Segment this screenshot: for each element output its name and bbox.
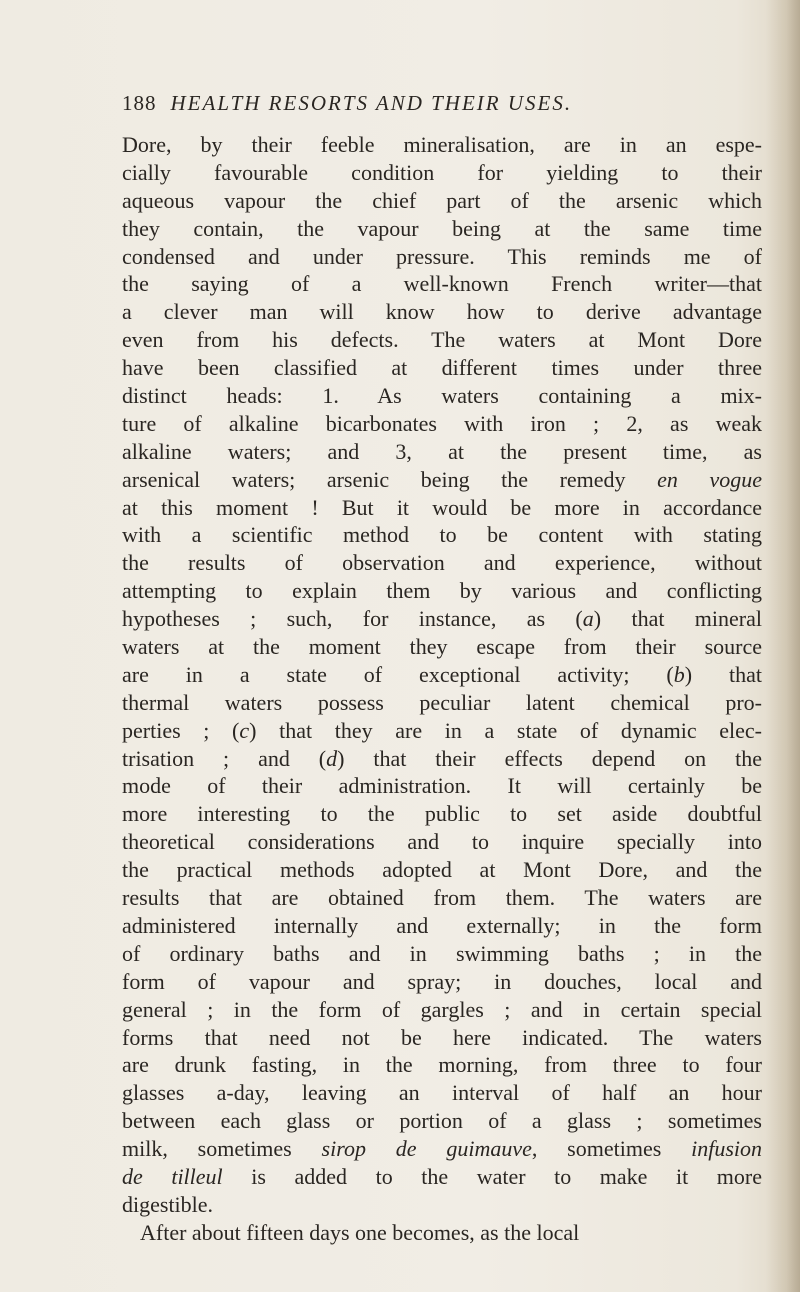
text-line: the practical methods adopted at Mont Dore, and the xyxy=(122,857,762,883)
text-line: are in a state of exceptional activity; (b) that xyxy=(122,661,762,687)
text-line: at this moment ! But it would be more in accordance xyxy=(122,494,762,520)
text-line: of ordinary baths and in swimming baths ; in the xyxy=(122,940,762,966)
text-line: even from his defects. The waters at Mont Dore xyxy=(122,327,762,353)
text-line: they contain, the vapour being at the same time xyxy=(122,215,762,241)
text-line: hypotheses ; such, for instance, as (a) that mineral xyxy=(122,606,762,632)
text-line: arsenical waters; arsenic being the remedy en vogue xyxy=(122,466,762,492)
text-line: are drunk fasting, in the morning, from three to four xyxy=(122,1052,762,1078)
text-line: perties ; (c) that they are in a state of dynamic elec- xyxy=(122,717,762,743)
text-line: more interesting to the public to set aside doubtful xyxy=(122,801,762,827)
text-line: ture of alkaline bicarbonates with iron ; 2, as weak xyxy=(122,410,762,436)
text-line: distinct heads: 1. As waters containing a mix- xyxy=(122,383,762,409)
text-line: digestible. xyxy=(122,1191,214,1217)
text-line: Dore, by their feeble mineralisation, are in an espe- xyxy=(122,132,762,157)
text-line: between each glass or portion of a glass ; sometimes xyxy=(122,1108,762,1134)
running-title: HEALTH RESORTS AND THEIR USES. xyxy=(170,91,573,115)
body-text xyxy=(122,131,762,1247)
text-line: attempting to explain them by various and conflicting xyxy=(122,578,762,604)
text-line: de tilleul is added to the water to make it more xyxy=(122,1163,762,1189)
text-line: waters at the moment they escape from their source xyxy=(122,634,762,660)
text-line: general ; in the form of gargles ; and in certain special xyxy=(122,996,762,1022)
text-line: alkaline waters; and 3, at the present time, as xyxy=(122,438,762,464)
text-line: theoretical considerations and to inquire specially into xyxy=(122,829,762,855)
text-line: trisation ; and (d) that their effects depend on the xyxy=(122,745,762,771)
page-edge-shadow xyxy=(766,0,800,1292)
text-line: condensed and under pressure. This reminds me of xyxy=(122,243,762,269)
text-line: aqueous vapour the chief part of the arsenic which xyxy=(122,187,762,213)
text-line: results that are obtained from them. The waters are xyxy=(122,885,762,911)
page-number: 188 xyxy=(122,91,157,115)
text-line: the saying of a well-known French writer—that xyxy=(122,271,762,297)
text-line: After about fifteen days one becomes, as the local xyxy=(140,1219,580,1245)
text-line: the results of observation and experience, without xyxy=(122,550,762,576)
text-line: glasses a-day, leaving an interval of half an hour xyxy=(122,1080,762,1106)
text-line: forms that need not be here indicated. The waters xyxy=(122,1024,762,1050)
running-head xyxy=(122,91,762,121)
text-line: milk, sometimes sirop de guimauve, sometimes infusion xyxy=(122,1136,762,1162)
text-line: with a scientific method to be content with stating xyxy=(122,522,762,548)
text-line: a clever man will know how to derive advantage xyxy=(122,299,762,325)
text-line: thermal waters possess peculiar latent chemical pro- xyxy=(122,689,762,715)
text-line: mode of their administration. It will certainly be xyxy=(122,773,762,799)
text-line: administered internally and externally; in the form xyxy=(122,912,762,938)
text-line: have been classified at different times under three xyxy=(122,355,762,381)
text-line: form of vapour and spray; in douches, local and xyxy=(122,968,762,994)
text-line: cially favourable condition for yielding to their xyxy=(122,159,762,185)
